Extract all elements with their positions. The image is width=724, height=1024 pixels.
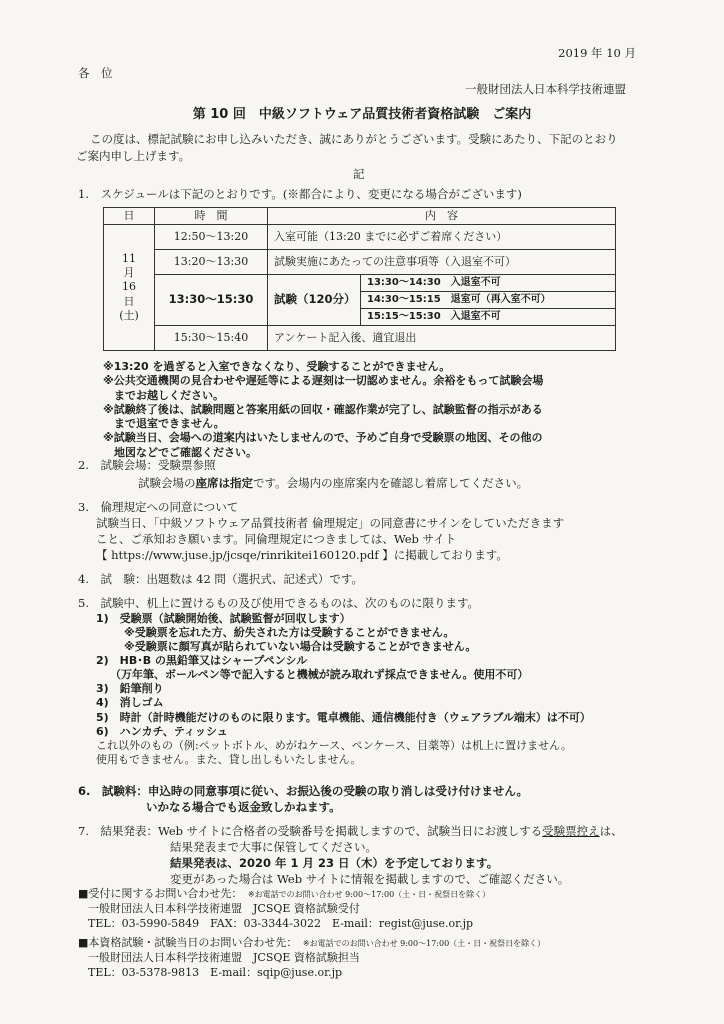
section-1-heading: 1. スケジュールは下記のとおりです。(※都合により、変更になる場合がございます): [78, 187, 522, 201]
sub-cell: 13:30〜14:30 入退室不可: [361, 275, 616, 292]
table-row: [104, 326, 616, 351]
schedule-table: [103, 207, 616, 351]
sub-cell: 15:15〜15:30 入退室不可: [361, 309, 616, 326]
section-3-heading: 3. 倫理規定への同意について: [78, 500, 239, 514]
header-content: 内 容: [268, 208, 616, 225]
header-time: 時 間: [155, 208, 268, 225]
section-6-line: いかなる場合でも返金致しかねます。: [146, 800, 341, 814]
content-cell: アンケート記入後、適宜退出: [268, 326, 616, 351]
list-item: 2) HB･B の黒鉛筆又はシャープペンシル: [96, 654, 308, 668]
schedule-notes: ※13:20 を過ぎると入室できなくなり、受験することができません。 ※公共交通機関の見合わせや遅延等による遅刻は一切認めません。余裕をもって試験会場 までお越しください。 ※試験終了後は、試験問題と答案用紙の回収・確認作業が完了し、試験監督の指示がある まで退室できません。 ※試験当日、会場への道案内はいたしませんので、予めご自身で受験票の地図、その他の 地図などでご確認ください。: [103, 360, 544, 459]
intro-line-1: この度は、標記試験にお申し込みいただき、誠にありがとうございます。受験にあたり、下記のとおり: [90, 132, 618, 146]
intro-line-2: ご案内申し上げます。: [76, 149, 191, 163]
section-4-heading: 4. 試 験：出題数は 42 問（選択式、記述式）です。: [78, 572, 363, 586]
allowed-items-list: [96, 612, 591, 767]
content-cell: 入室可能（13:20 までに必ずご着席ください）: [268, 225, 616, 250]
time-cell: 12:50〜13:20: [155, 225, 268, 250]
content-cell: 試験（120分）: [268, 275, 361, 326]
content-cell: 試験実施にあたっての注意事項等（入退室不可）: [268, 250, 616, 275]
list-item: 1) 受験票（試験開始後、試験監督が回収します）: [96, 612, 351, 625]
section-3-line-1: 試験当日、「中級ソフトウェア品質技術者 倫理規定」の同意書にサインをしていただきます: [96, 516, 565, 530]
time-cell: 13:20〜13:30: [155, 250, 268, 275]
section-5-heading: 5. 試験中、机上に置けるもの及び使用できるものは、次のものに限ります。: [78, 596, 480, 610]
list-item: 5) 時計（計時機能だけのものに限ります。電卓機能、通信機能付き（ウェアラブル端末）は不可）: [96, 710, 591, 724]
list-item: 使用もできません。また、貸し出しもいたしません。: [96, 752, 362, 766]
section-3-url-line: 【 https://www.juse.jp/jcsqe/rinrikitei160120.pdf 】に掲載しております。: [96, 548, 508, 562]
section-7-line-2: 結果発表まで大事に保管してください。: [170, 840, 377, 854]
section-6-heading: 6. 試験料：申込時の同意事項に従い、お振込後の受験の取り消しは受け付けません。: [78, 784, 529, 798]
header-day: 日: [104, 208, 155, 225]
list-item: 6) ハンカチ、ティッシュ: [96, 724, 228, 738]
ki-mark: 記: [353, 167, 365, 181]
contact-reception: ■受付に関するお問い合わせ先： ※お電話でのお問い合わせ 9:00〜17:00（土・日・祝祭日を除く） 一般財団法人日本科学技術連盟 JCSQE 資格試験受付 TEL：03-5990-5849 FAX：03-3344-3022 E-mail：regist@juse.or.jp: [78, 887, 491, 930]
time-cell: 15:30〜15:40: [155, 326, 268, 351]
list-item: 4) 消しゴム: [96, 696, 164, 710]
section-2-heading: 2. 試験会場：受験票参照: [78, 458, 216, 472]
list-item: これ以外のもの（例:ペットボトル、めがねケース、ペンケース、目薬等）は机上に置けません。: [96, 738, 572, 752]
schedule-header-row: [104, 208, 616, 225]
list-item: （万年筆、ボールペン等で記入すると機械が読み取れず採点できません。使用不可）: [110, 668, 529, 682]
contact-exam: ■本資格試験・試験当日のお問い合わせ先： ※お電話でのお問い合わせ 9:00〜17:00（土・日・祝祭日を除く） 一般財団法人日本科学技術連盟 JCSQE 資格試験担当 TEL：03-5378-9813 E-mail：sqip@juse.or.jp: [78, 936, 546, 979]
addressee: 各 位: [78, 66, 113, 80]
day-cell: 11 月 16 日 (土): [104, 225, 155, 351]
section-7-heading: 7. 結果発表：Web サイトに合格者の受験番号を掲載しますので、試験当日にお渡しする受験票控えは、: [78, 824, 623, 838]
table-row: [104, 275, 616, 292]
table-row: [104, 225, 616, 250]
section-3-line-2: こと、ご承知おき願います。同倫理規定につきましては、Web サイト: [96, 532, 457, 546]
time-cell: 13:30〜15:30: [155, 275, 268, 326]
sub-cell: 14:30〜15:15 退室可（再入室不可）: [361, 292, 616, 309]
result-date-line: 結果発表は、2020 年 1 月 23 日（木）を予定しております。: [170, 856, 499, 870]
document-title: 第 10 回 中級ソフトウェア品質技術者資格試験 ご案内: [192, 107, 532, 122]
table-row: [104, 250, 616, 275]
issue-date: 2019 年 10 月: [558, 46, 636, 60]
section-2-line: 試験会場の座席は指定です。会場内の座席案内を確認し着席してください。: [138, 476, 529, 490]
list-item: 3) 鉛筆削り: [96, 682, 164, 696]
section-7-line-4: 変更があった場合は Web サイトに情報を掲載しますので、ご確認ください。: [170, 872, 570, 886]
list-item: ※受験票を忘れた方、紛失された方は受験することができません。: [124, 626, 455, 640]
sender-organization: 一般財団法人日本科学技術連盟: [465, 82, 626, 96]
list-item: ※受験票に顔写真が貼られていない場合は受験することができません。: [124, 640, 477, 654]
